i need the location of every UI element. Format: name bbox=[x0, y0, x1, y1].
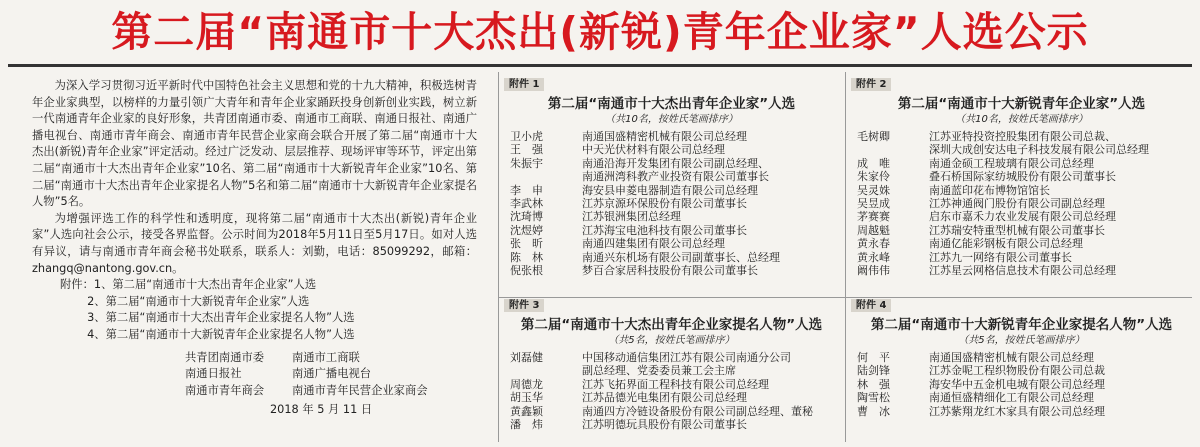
list-item bbox=[510, 405, 813, 418]
organizer: 南通市青年民营企业家商会 bbox=[292, 383, 428, 397]
candidate-name: 陈 林 bbox=[510, 250, 543, 264]
list-item bbox=[857, 210, 1149, 223]
candidate-name: 周越魁 bbox=[857, 223, 890, 237]
candidate-list bbox=[857, 130, 1149, 277]
candidate-name: 周德龙 bbox=[510, 377, 543, 391]
candidate-desc: 南通亿能彩钢板有限公司总经理 bbox=[929, 237, 1083, 251]
candidate-desc: 叠石桥国际家纺城股份有限公司董事长 bbox=[929, 170, 1116, 184]
attachment-panel-3 bbox=[504, 299, 839, 444]
attachment-tag: 附件 1 bbox=[504, 78, 544, 91]
candidate-name: 倪张根 bbox=[510, 264, 543, 278]
column-divider bbox=[498, 72, 499, 442]
attachment-item: 2、第二届“南通市十大新锐青年企业家”人选 bbox=[87, 294, 310, 308]
candidate-name: 沈琦博 bbox=[510, 210, 543, 224]
attachment-tag: 附件 4 bbox=[851, 299, 891, 312]
attachment-item: 3、第二届“南通市十大杰出青年企业家提名人物”人选 bbox=[87, 311, 355, 325]
list-item bbox=[857, 130, 1149, 143]
attachment-tag: 附件 3 bbox=[504, 299, 544, 312]
panel-note: （共5名，按姓氏笔画排序） bbox=[608, 335, 735, 346]
panel-title: 第二届“南通市十大杰出青年企业家”人选 bbox=[547, 96, 796, 112]
candidate-name bbox=[857, 143, 929, 156]
candidate-desc: 南通四建集团有限公司总经理 bbox=[582, 237, 725, 251]
list-item bbox=[510, 224, 780, 237]
attachment-tag: 附件 2 bbox=[851, 78, 891, 91]
candidate-desc: 江苏明德玩具股份有限公司董事长 bbox=[582, 418, 747, 432]
candidate-name: 何 平 bbox=[857, 351, 890, 364]
list-item bbox=[510, 364, 813, 377]
intro-text bbox=[32, 78, 477, 344]
list-item bbox=[510, 418, 813, 431]
candidate-desc: 江苏九一网络有限公司董事长 bbox=[929, 250, 1072, 264]
list-item bbox=[510, 197, 780, 210]
candidate-desc: 江苏星云网格信息技术有限公司总经理 bbox=[929, 264, 1116, 278]
candidate-name: 陶雪松 bbox=[857, 391, 890, 405]
candidate-desc: 江苏瑞安特重型机械有限公司董事长 bbox=[929, 223, 1105, 237]
candidate-desc: 江苏飞拓界面工程科技有限公司总经理 bbox=[582, 377, 769, 391]
candidate-name: 黄永春 bbox=[857, 237, 890, 251]
candidate-desc: 南通沿海开发集团有限公司副总经理、 bbox=[582, 156, 769, 170]
candidate-desc: 南通国盛精密机械有限公司总经理 bbox=[929, 351, 1094, 364]
list-item bbox=[510, 237, 780, 250]
row-divider bbox=[498, 297, 1192, 298]
organizer: 南通市工商联 bbox=[292, 351, 360, 364]
candidate-desc: 中天光伏材料有限公司总经理 bbox=[582, 143, 725, 157]
list-item bbox=[857, 405, 1105, 418]
candidate-name bbox=[510, 170, 582, 183]
candidate-desc: 江苏海宝电池科技有限公司董事长 bbox=[582, 223, 747, 237]
candidate-desc: 南通兴东机场有限公司副董事长、总经理 bbox=[582, 250, 780, 264]
candidate-name: 王 强 bbox=[510, 143, 543, 157]
candidate-desc: 江苏紫翔龙红木家具有限公司总经理 bbox=[929, 404, 1105, 418]
list-item bbox=[510, 391, 813, 404]
candidate-list bbox=[510, 351, 813, 431]
candidate-name: 吴灵姝 bbox=[857, 183, 890, 197]
column-divider bbox=[845, 72, 846, 442]
candidate-desc: 南通洲湾科教产业投资有限公司董事长 bbox=[582, 170, 769, 184]
organizer: 共青团南通市委 bbox=[185, 351, 265, 364]
panel-title: 第二届“南通市十大新锐青年企业家”人选 bbox=[897, 96, 1146, 112]
candidate-name: 阚伟伟 bbox=[857, 264, 890, 278]
candidate-desc: 江苏京源环保股份有限公司董事长 bbox=[582, 197, 747, 211]
panel-title: 第二届“南通市十大杰出青年企业家提名人物”人选 bbox=[520, 317, 823, 333]
candidate-name: 林 强 bbox=[857, 377, 890, 391]
candidate-name: 胡玉华 bbox=[510, 391, 543, 405]
publish-date: 2018 年 5 月 11 日 bbox=[270, 403, 373, 416]
candidate-name: 吴昱成 bbox=[857, 197, 890, 211]
candidate-name: 成 唯 bbox=[857, 156, 890, 170]
attachment-item: 4、第二届“南通市十大新锐青年企业家提名人物”人选 bbox=[87, 327, 355, 341]
candidate-name: 陆剑锋 bbox=[857, 364, 890, 378]
candidate-desc: 海安华中五金机电城有限公司总经理 bbox=[929, 377, 1105, 391]
candidate-desc: 南通蓝印花布博物馆馆长 bbox=[929, 183, 1050, 197]
list-item bbox=[857, 157, 1149, 170]
panel-title: 第二届“南通市十大新锐青年企业家提名人物”人选 bbox=[870, 317, 1173, 333]
intro-paragraph: 为增强评选工作的科学性和透明度，现将第二届“南通市十大杰出(新锐)青年企业家”人选向社会公示，接受各界监督。公示时间为2018年5月11日至5月17日。如对人选有异议，请与南通市青年商会秘书处联系，联系人：刘勤，电话：85099292，邮箱：zhangq@nantong.gov.cn。 bbox=[32, 211, 477, 275]
candidate-desc: 海安县申菱电器制造有限公司总经理 bbox=[582, 183, 758, 197]
list-item bbox=[510, 264, 780, 277]
candidate-name: 朱家伶 bbox=[857, 170, 890, 184]
candidate-desc: 启东市嘉禾力农业发展有限公司总经理 bbox=[929, 210, 1116, 224]
list-item bbox=[857, 170, 1149, 183]
list-item bbox=[510, 378, 813, 391]
candidate-name: 朱振宇 bbox=[510, 156, 543, 170]
list-item bbox=[510, 170, 780, 183]
list-item bbox=[510, 157, 780, 170]
candidate-desc: 副总经理、党委委员兼工会主席 bbox=[582, 364, 736, 378]
list-item bbox=[857, 351, 1105, 364]
candidate-name bbox=[510, 364, 582, 377]
candidate-desc: 南通恒盛精细化工有限公司总经理 bbox=[929, 391, 1094, 405]
attachment-item: 附件：1、第二届“南通市十大杰出青年企业家”人选 bbox=[60, 278, 317, 292]
attachment-panel-1 bbox=[504, 78, 839, 293]
list-item bbox=[510, 184, 780, 197]
list-item bbox=[857, 378, 1105, 391]
candidate-name: 茅赛赛 bbox=[857, 210, 890, 224]
list-item bbox=[857, 184, 1149, 197]
list-item bbox=[510, 143, 780, 156]
attachment-list bbox=[32, 277, 477, 343]
candidate-name: 卫小虎 bbox=[510, 130, 543, 143]
page-title: 第二届“南通市十大杰出(新锐)青年企业家”人选公示 bbox=[111, 8, 1089, 56]
organizer: 南通市青年商会 bbox=[185, 383, 265, 397]
list-item bbox=[510, 251, 780, 264]
title-rule bbox=[8, 64, 1192, 67]
candidate-desc: 中国移动通信集团江苏有限公司南通分公司 bbox=[582, 351, 791, 364]
list-item bbox=[857, 364, 1105, 377]
candidate-desc: 南通金硕工程玻璃有限公司总经理 bbox=[929, 156, 1094, 170]
candidate-desc: 南通四方冷链设备股份有限公司副总经理、董秘 bbox=[582, 404, 813, 418]
list-item bbox=[510, 351, 813, 364]
list-item bbox=[510, 210, 780, 223]
candidate-desc: 深圳大成创安达电子科技发展有限公司总经理 bbox=[929, 143, 1149, 157]
candidate-desc: 江苏金呢工程织物股份有限公司总裁 bbox=[929, 364, 1105, 378]
candidate-desc: 江苏银洲集团总经理 bbox=[582, 210, 681, 224]
panel-note: （共10名，按姓氏笔画排序） bbox=[605, 114, 738, 125]
candidate-desc: 南通国盛精密机械有限公司总经理 bbox=[582, 130, 747, 143]
candidate-name: 毛树卿 bbox=[857, 130, 890, 143]
organizer-list bbox=[185, 350, 428, 399]
organizer: 南通广播电视台 bbox=[292, 367, 372, 381]
candidate-name: 李武林 bbox=[510, 197, 543, 211]
panel-note: （共5名，按姓氏笔画排序） bbox=[958, 335, 1085, 346]
candidate-desc: 江苏品德光电集团有限公司总经理 bbox=[582, 391, 747, 405]
candidate-desc: 梦百合家居科技股份有限公司董事长 bbox=[582, 264, 758, 278]
candidate-desc: 江苏亚特投资控股集团有限公司总裁、 bbox=[929, 130, 1116, 143]
list-item bbox=[857, 251, 1149, 264]
organizer: 南通日报社 bbox=[185, 367, 242, 381]
attachment-panel-4 bbox=[851, 299, 1192, 444]
list-item bbox=[857, 237, 1149, 250]
list-item bbox=[857, 143, 1149, 156]
candidate-name: 潘 炜 bbox=[510, 418, 543, 432]
candidate-list bbox=[857, 351, 1105, 418]
candidate-name: 黄鑫颖 bbox=[510, 404, 543, 418]
list-item bbox=[510, 130, 780, 143]
list-item bbox=[857, 391, 1105, 404]
candidate-name: 刘磊健 bbox=[510, 351, 543, 364]
candidate-name: 沈煜婷 bbox=[510, 223, 543, 237]
candidate-name: 张 昕 bbox=[510, 237, 543, 251]
candidate-name: 曹 冰 bbox=[857, 404, 890, 418]
panel-note: （共10名，按姓氏笔画排序） bbox=[955, 114, 1088, 125]
intro-paragraph: 为深入学习贯彻习近平新时代中国特色社会主义思想和党的十九大精神，积极选树青年企业家典型，以榜样的力量引领广大青年和青年企业家踊跃投身创新创业实践，树立新一代南通青年企业家的良好形象，共青团南通市委、南通市工商联、南通日报社、南通广播电视台、南通市青年商会、南通市青年民营企业家商会联合开展了第二届“南通市十大杰出(新锐)青年企业家”评定活动。经过广泛发动、层层推荐、现场评审等环节，评定出第二届“南通市十大杰出青年企业家”10名、第二届“南通市十大新锐青年企业家”10名、第二届“南通市十大杰出青年企业家提名人物”5名和第二届“南通市十大新锐青年企业家提名人物”5名。 bbox=[32, 79, 477, 209]
candidate-list bbox=[510, 130, 780, 277]
candidate-name: 李 申 bbox=[510, 183, 543, 197]
candidate-name: 黄永峰 bbox=[857, 250, 890, 264]
attachment-panel-2 bbox=[851, 78, 1192, 293]
list-item bbox=[857, 197, 1149, 210]
list-item bbox=[857, 264, 1149, 277]
candidate-desc: 江苏神通阀门股份有限公司副总经理 bbox=[929, 197, 1105, 211]
list-item bbox=[857, 224, 1149, 237]
